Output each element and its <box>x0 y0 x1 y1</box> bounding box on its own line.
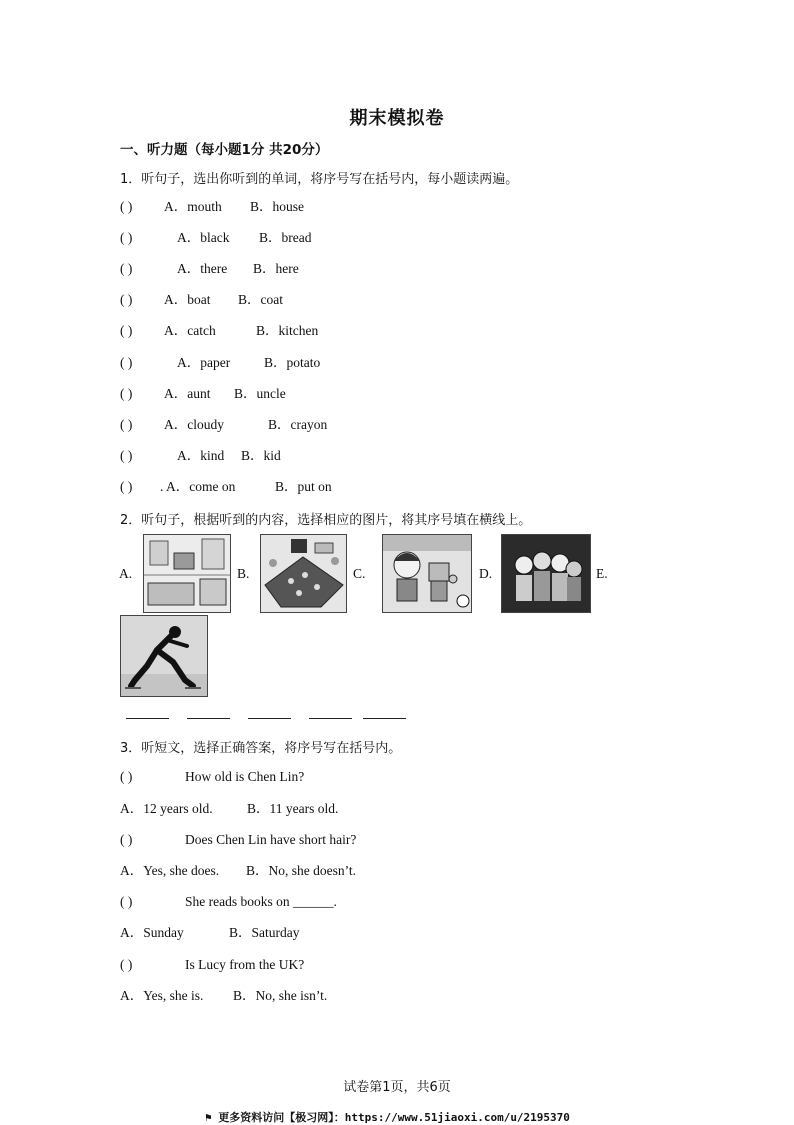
option-b: B．uncle <box>234 386 286 401</box>
option-b: B．No, she doesn’t. <box>246 863 356 878</box>
option-b: B．here <box>253 261 299 276</box>
option-b: B．No, she isn’t. <box>233 988 328 1003</box>
exam-title: 期末模拟卷 <box>349 108 445 129</box>
picture-label-e: E. <box>596 566 608 581</box>
answer-bracket[interactable]: ( ) <box>120 417 133 432</box>
answer-bracket[interactable]: ( ) <box>120 894 133 909</box>
question-text: Is Lucy from the UK? <box>185 957 305 972</box>
option-a: A．Yes, she is. <box>120 988 204 1003</box>
option-b: B．coat <box>238 292 283 307</box>
part2-instruction: 2．听句子，根据听到的内容，选择相应的图片，将其序号填在横线上。 <box>120 513 532 528</box>
option-b: B．crayon <box>268 417 328 432</box>
answer-bracket[interactable]: ( ) <box>120 323 133 338</box>
picture-label-c: C. <box>353 566 366 581</box>
option-b: B．kitchen <box>256 323 319 338</box>
answer-bracket[interactable]: ( ) <box>120 479 133 494</box>
option-a: A．black <box>177 230 230 245</box>
answer-bracket[interactable]: ( ) <box>120 832 133 847</box>
option-b: B．Saturday <box>229 925 300 940</box>
answer-blank-4[interactable] <box>309 718 352 719</box>
answer-blank-3[interactable] <box>248 718 291 719</box>
answer-bracket[interactable]: ( ) <box>120 957 133 972</box>
answer-bracket[interactable]: ( ) <box>120 355 133 370</box>
picture-label-b: B. <box>237 566 250 581</box>
answer-blank-2[interactable] <box>187 718 230 719</box>
picture-birthday-party <box>260 534 347 613</box>
section-listening-heading: 一、听力题（每小题1分 共20分） <box>120 142 329 158</box>
answer-bracket[interactable]: ( ) <box>120 292 133 307</box>
boy-and-robot-illustration <box>383 535 471 612</box>
option-b: B．bread <box>259 230 312 245</box>
answer-bracket[interactable]: ( ) <box>120 230 133 245</box>
option-a: . A．come on <box>160 479 236 494</box>
children-group-illustration <box>502 535 590 612</box>
answer-bracket[interactable]: ( ) <box>120 386 133 401</box>
picture-boy-and-robot <box>382 534 472 613</box>
option-b: B．house <box>250 199 304 214</box>
part1-instruction: 1．听句子，选出你听到的单词，将序号写在括号内，每小题读两遍。 <box>120 172 519 187</box>
option-a: A．aunt <box>164 386 211 401</box>
question-text: Does Chen Lin have short hair? <box>185 832 357 847</box>
picture-label-d: D. <box>479 566 493 581</box>
option-a: A．boat <box>164 292 211 307</box>
answer-bracket[interactable]: ( ) <box>120 199 133 214</box>
answer-bracket[interactable]: ( ) <box>120 448 133 463</box>
question-text: She reads books on ______. <box>185 894 337 909</box>
option-a: A．mouth <box>164 199 222 214</box>
option-a: A．there <box>177 261 228 276</box>
answer-blank-1[interactable] <box>126 718 169 719</box>
flag-icon: ⚑ <box>205 1111 212 1124</box>
option-a: A．Sunday <box>120 925 184 940</box>
option-b: B．kid <box>241 448 281 463</box>
option-a: A．catch <box>164 323 216 338</box>
page-number-footer: 试卷第1页，共6页 <box>343 1080 451 1095</box>
picture-living-room <box>143 534 231 613</box>
option-a: A．cloudy <box>164 417 224 432</box>
question-text: How old is Chen Lin? <box>185 769 305 784</box>
option-b: B．potato <box>264 355 321 370</box>
picture-children-group <box>501 534 591 613</box>
option-b: B．11 years old. <box>247 801 339 816</box>
answer-blank-5[interactable] <box>363 718 406 719</box>
birthday-party-illustration <box>261 535 346 612</box>
option-a: A．paper <box>177 355 231 370</box>
option-a: A．Yes, she does. <box>120 863 220 878</box>
picture-speed-skater <box>120 615 208 697</box>
option-a: A．kind <box>177 448 225 463</box>
speed-skater-illustration <box>121 616 207 696</box>
answer-bracket[interactable]: ( ) <box>120 261 133 276</box>
resource-link-line[interactable] <box>205 1109 570 1125</box>
living-room-illustration <box>144 535 230 612</box>
option-a: A．12 years old. <box>120 801 213 816</box>
picture-label-a: A. <box>119 566 133 581</box>
resource-link-text[interactable]: 更多资料访问【极习网】：https://www.51jiaoxi.com/u/2195370 <box>218 1111 570 1124</box>
part3-instruction: 3．听短文，选择正确答案，将序号写在括号内。 <box>120 741 402 756</box>
answer-bracket[interactable]: ( ) <box>120 769 133 784</box>
option-b: B．put on <box>275 479 332 494</box>
